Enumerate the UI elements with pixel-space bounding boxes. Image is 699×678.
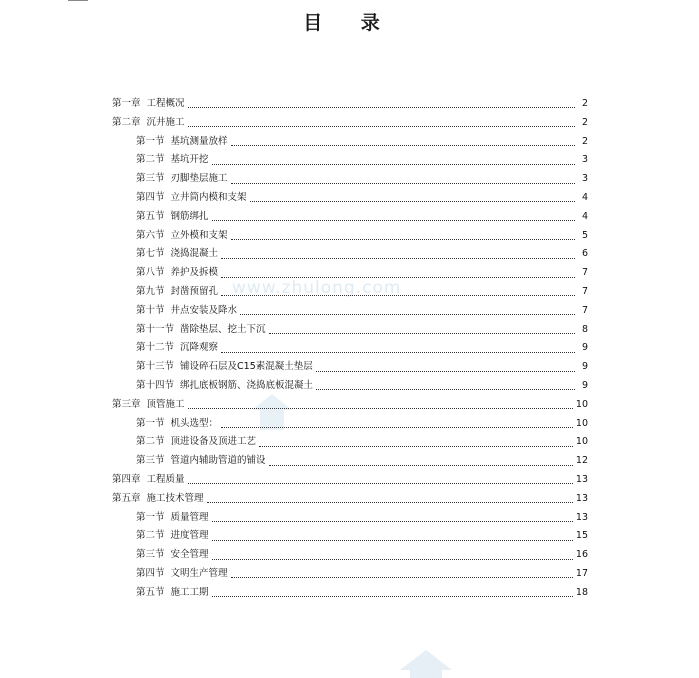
toc-section-number: 第一节 (136, 135, 165, 147)
toc-section-number: 第三节 (136, 173, 165, 185)
toc-dot-leader (231, 144, 575, 146)
toc-heading: 浇捣混凝土 (170, 248, 219, 260)
toc-dot-leader (269, 464, 573, 466)
toc-page-number: 15 (575, 530, 588, 542)
toc-page-number: 4 (581, 191, 588, 203)
toc-section-number: 第八节 (136, 267, 165, 279)
toc-section-number: 第一节 (136, 511, 165, 523)
toc-heading: 绑扎底板钢筋、浇捣底板混凝土 (180, 379, 314, 391)
toc-heading: 沉井施工 (146, 116, 185, 128)
toc-heading: 铺设碎石层及C15素混凝土垫层 (180, 361, 313, 373)
toc-section-row[interactable] (112, 358, 588, 377)
toc-page-number: 13 (575, 511, 588, 523)
toc-heading: 立外模和支架 (170, 229, 228, 241)
toc-dot-leader (212, 539, 573, 541)
toc-heading: 施工技术管理 (146, 492, 204, 504)
toc-heading: 沉降观察 (180, 342, 219, 354)
toc-dot-leader (231, 238, 575, 240)
toc-page-number: 13 (575, 473, 588, 485)
toc-dot-leader (231, 576, 573, 578)
toc-page-number: 12 (575, 455, 588, 467)
toc-section-row[interactable] (112, 565, 588, 584)
toc-section-number: 第三节 (136, 549, 165, 561)
toc-section-row[interactable] (112, 546, 588, 565)
toc-heading: 凿除垫层、挖土下沉 (180, 323, 266, 335)
toc-section-number: 第四节 (136, 567, 165, 579)
toc-section-row[interactable] (112, 208, 588, 227)
toc-page-number: 10 (575, 436, 588, 448)
toc-page-number: 7 (581, 304, 588, 316)
toc-section-row[interactable] (112, 283, 588, 302)
toc-dot-leader (221, 426, 573, 428)
toc-page-number: 2 (581, 135, 588, 147)
toc-section-row[interactable] (112, 433, 588, 452)
toc-section-number: 第二节 (136, 154, 165, 166)
toc-page-number: 4 (581, 210, 588, 222)
toc-section-number: 第十二节 (136, 342, 175, 354)
toc-page-number: 16 (575, 549, 588, 561)
toc-section-number: 第十节 (136, 304, 165, 316)
toc-section-number: 第三章 (112, 398, 141, 410)
toc-page-number: 6 (581, 248, 588, 260)
toc-heading: 质量管理 (170, 511, 209, 523)
toc-chapter-row[interactable] (112, 114, 588, 133)
toc-page-number: 8 (581, 323, 588, 335)
toc-page-number: 9 (581, 379, 588, 391)
toc-chapter-row[interactable] (112, 396, 588, 415)
toc-page-number: 13 (575, 492, 588, 504)
toc-page-number: 17 (575, 567, 588, 579)
toc-section-number: 第六节 (136, 229, 165, 241)
toc-section-number: 第二节 (136, 436, 165, 448)
toc-page-number: 5 (581, 229, 588, 241)
toc-page-number: 10 (575, 417, 588, 429)
toc-heading: 安全管理 (170, 549, 209, 561)
toc-section-number: 第五节 (136, 586, 165, 598)
toc-section-row[interactable] (112, 302, 588, 321)
toc-dot-leader (212, 595, 573, 597)
toc-section-number: 第四节 (136, 191, 165, 203)
toc-section-number: 第五章 (112, 492, 141, 504)
toc-dot-leader (240, 313, 575, 315)
page-corner-mark (68, 0, 88, 1)
toc-section-row[interactable] (112, 189, 588, 208)
toc-heading: 顶进设备及顶进工艺 (170, 436, 257, 448)
toc-section-number: 第七节 (136, 248, 165, 260)
toc-section-number: 第一节 (136, 417, 165, 429)
toc-chapter-row[interactable] (112, 95, 588, 114)
toc-dot-leader (212, 219, 575, 221)
toc-section-number: 第十一节 (136, 323, 175, 335)
toc-heading: 立井筒内模和支架 (170, 191, 247, 203)
toc-section-row[interactable] (112, 527, 588, 546)
toc-dot-leader (212, 558, 573, 560)
toc-dot-leader (188, 482, 573, 484)
toc-heading: 文明生产管理 (170, 567, 228, 579)
toc-dot-leader (221, 351, 575, 353)
toc-dot-leader (188, 407, 573, 409)
toc-heading: 井点安装及降水 (170, 304, 238, 316)
toc-heading: 施工工期 (170, 586, 209, 598)
toc-heading: 机头选型： (170, 417, 219, 429)
toc-section-number: 第四章 (112, 473, 141, 485)
toc-section-row[interactable] (112, 133, 588, 152)
toc-page-number: 18 (575, 586, 588, 598)
toc-page-number: 7 (581, 267, 588, 279)
toc-section-row[interactable] (112, 151, 588, 170)
toc-section-number: 第一章 (112, 98, 141, 109)
toc-heading: 封凿预留孔 (170, 285, 219, 297)
toc-dot-leader (207, 501, 573, 503)
toc-section-number: 第十三节 (136, 361, 175, 373)
toc-dot-leader (221, 294, 575, 296)
toc-section-row[interactable] (112, 509, 588, 528)
toc-page-number: 10 (575, 398, 588, 410)
toc-dot-leader (259, 445, 573, 447)
toc-page-number: 2 (581, 116, 588, 128)
page-title: 目 录 (303, 12, 396, 34)
toc-dot-leader (188, 125, 575, 127)
toc-chapter-row[interactable] (112, 490, 588, 509)
toc-heading: 顶管施工 (146, 398, 185, 410)
toc-section-row[interactable] (112, 264, 588, 283)
toc-dot-leader (221, 276, 575, 278)
toc-dot-leader (212, 163, 575, 165)
toc-page-number: 3 (581, 154, 588, 166)
toc-dot-leader (316, 370, 575, 372)
toc-page-number: 7 (581, 285, 588, 297)
toc-dot-leader (212, 520, 573, 522)
toc-heading: 基坑测量放样 (170, 135, 228, 147)
toc-heading: 管道内辅助管道的铺设 (170, 455, 266, 467)
toc-dot-leader (221, 257, 575, 259)
toc-section-row[interactable] (112, 339, 588, 358)
toc-section-row[interactable] (112, 170, 588, 189)
toc-section-row[interactable] (112, 452, 588, 471)
toc-section-number: 第二节 (136, 530, 165, 542)
toc-heading: 钢筋绑扎 (170, 210, 209, 222)
toc-dot-leader (188, 106, 575, 108)
toc-section-row[interactable] (112, 245, 588, 264)
toc-section-number: 第十四节 (136, 379, 175, 391)
toc-heading: 养护及拆模 (170, 267, 219, 279)
toc-section-row[interactable] (112, 377, 588, 396)
toc-dot-leader (231, 182, 575, 184)
toc-dot-leader (316, 388, 575, 390)
toc-section-number: 第五节 (136, 210, 165, 222)
toc-section-row[interactable] (112, 321, 588, 340)
toc-section-row[interactable] (112, 584, 588, 603)
toc-page-number: 9 (581, 342, 588, 354)
toc-dot-leader (269, 332, 575, 334)
watermark-logo-icon-bottom (398, 648, 454, 678)
toc-dot-leader (250, 200, 575, 202)
toc-chapter-row[interactable] (112, 471, 588, 490)
toc-section-number: 第三节 (136, 455, 165, 467)
toc-page-number: 3 (581, 173, 588, 185)
toc-heading: 工程质量 (146, 473, 185, 485)
toc-heading: 刃脚垫层施工 (170, 173, 228, 185)
watermark-text: www.zhulong.com (232, 278, 402, 298)
toc-section-row[interactable] (112, 227, 588, 246)
toc-page-number: 9 (581, 361, 588, 373)
toc-heading: 工程概况 (146, 98, 185, 109)
toc-section-row[interactable] (112, 415, 588, 434)
toc-heading: 基坑开挖 (170, 154, 209, 166)
toc-heading: 进度管理 (170, 530, 209, 542)
toc-page-number: 2 (581, 98, 588, 109)
toc-section-number: 第九节 (136, 285, 165, 297)
toc-section-number: 第二章 (112, 116, 141, 128)
table-of-contents (112, 95, 588, 603)
